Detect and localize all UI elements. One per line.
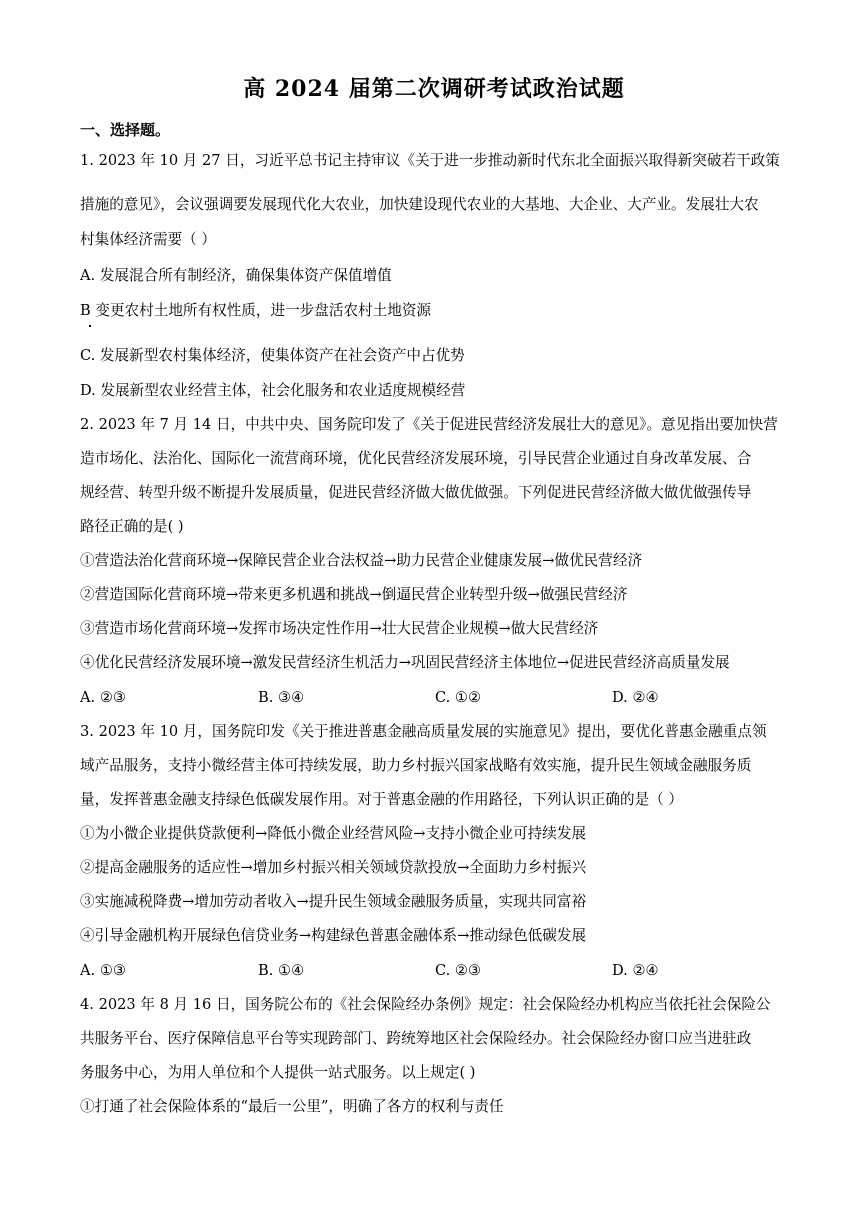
q2-item-2: ②营造国际化营商环境→带来更多机遇和挑战→倒逼民营企业转型升级→做强民营经济 xyxy=(80,586,628,603)
q2-choice-d: D. ②④ xyxy=(612,689,659,706)
stray-mark xyxy=(89,325,91,327)
q4-line-3: 务服务中心，为用人单位和个人提供一站式服务。以上规定( ) xyxy=(80,1064,476,1081)
q3-item-3: ③实施减税降费→增加劳动者收入→提升民生领域金融服务质量，实现共同富裕 xyxy=(80,893,587,910)
q2-choice-a: A. ②③ xyxy=(80,689,126,706)
q2-line-3: 规经营、转型升级不断提升发展质量，促进民营经济做大做优做强。下列促进民营经济做大做优做强传导 xyxy=(80,484,752,501)
q2-line-1: 2. 2023 年 7 月 14 日，中共中央、国务院印发了《关于促进民营经济发展壮大的意见》。意见指出要加快营 xyxy=(80,416,778,433)
q2-line-4: 路径正确的是( ) xyxy=(80,518,184,535)
q3-line-2: 域产品服务，支持小微经营主体可持续发展，助力乡村振兴国家战略有效实施，提升民生领域金融服务质 xyxy=(80,757,752,774)
q4-line-1: 4. 2023 年 8 月 16 日，国务院公布的《社会保险经办条例》规定：社会保险经办机构应当依托社会保险公 xyxy=(80,996,771,1013)
q3-line-3: 量，发挥普惠金融支持绿色低碳发展作用。对于普惠金融的作用路径，下列认识正确的是（ ） xyxy=(80,791,683,808)
exam-title: 高 2024 届第二次调研考试政治试题 xyxy=(243,76,625,102)
q2-choice-b: B. ③④ xyxy=(258,689,305,706)
q1-line-3: 村集体经济需要（ ） xyxy=(80,231,216,248)
q1-line-1: 1. 2023 年 10 月 27 日，习近平总书记主持审议《关于进一步推动新时代东北全面振兴取得新突破若干政策 xyxy=(80,152,780,169)
q1-option-a: A. 发展混合所有制经济，确保集体资产保值增值 xyxy=(80,267,392,284)
q1-line-2: 措施的意见》，会议强调要发展现代化大农业，加快建设现代农业的大基地、大企业、大产业。发展壮大农 xyxy=(80,196,759,213)
q2-item-1: ①营造法治化营商环境→保障民营企业合法权益→助力民营企业健康发展→做优民营经济 xyxy=(80,552,643,569)
q3-choice-c: C. ②③ xyxy=(435,962,482,979)
q2-item-3: ③营造市场化营商环境→发挥市场决定性作用→壮大民营企业规模→做大民营经济 xyxy=(80,620,599,637)
q3-choice-b: B. ①④ xyxy=(258,962,305,979)
q3-item-1: ①为小微企业提供贷款便利→降低小微企业经营风险→支持小微企业可持续发展 xyxy=(80,825,587,842)
q1-option-b: B 变更农村土地所有权性质，进一步盘活农村土地资源 xyxy=(80,302,432,319)
q3-line-1: 3. 2023 年 10 月，国务院印发《关于推进普惠金融高质量发展的实施意见》提出，要优化普惠金融重点领 xyxy=(80,723,767,740)
q2-choice-c: C. ①② xyxy=(435,689,482,706)
q4-item-1: ①打通了社会保险体系的“最后一公里”，明确了各方的权利与责任 xyxy=(80,1098,504,1115)
q3-item-4: ④引导金融机构开展绿色信贷业务→构建绿色普惠金融体系→推动绿色低碳发展 xyxy=(80,927,587,944)
q2-line-2: 造市场化、法治化、国际化一流营商环境，优化民营经济发展环境，引导民营企业通过自身改革发展、合 xyxy=(80,450,752,467)
q1-option-c: C. 发展新型农村集体经济，使集体资产在社会资产中占优势 xyxy=(80,347,465,364)
q3-item-2: ②提高金融服务的适应性→增加乡村振兴相关领域贷款投放→全面助力乡村振兴 xyxy=(80,859,587,876)
q3-choice-d: D. ②④ xyxy=(612,962,659,979)
section-heading: 一、选择题。 xyxy=(80,121,171,139)
q2-item-4: ④优化民营经济发展环境→激发民营经济生机活力→巩固民营经济主体地位→促进民营经济高质量发展 xyxy=(80,654,730,671)
q1-option-d: D. 发展新型农业经营主体，社会化服务和农业适度规模经营 xyxy=(80,382,466,399)
q3-choice-a: A. ①③ xyxy=(80,962,126,979)
q4-line-2: 共服务平台、医疗保障信息平台等实现跨部门、跨统筹地区社会保险经办。社会保险经办窗口应当进驻政 xyxy=(80,1030,752,1047)
